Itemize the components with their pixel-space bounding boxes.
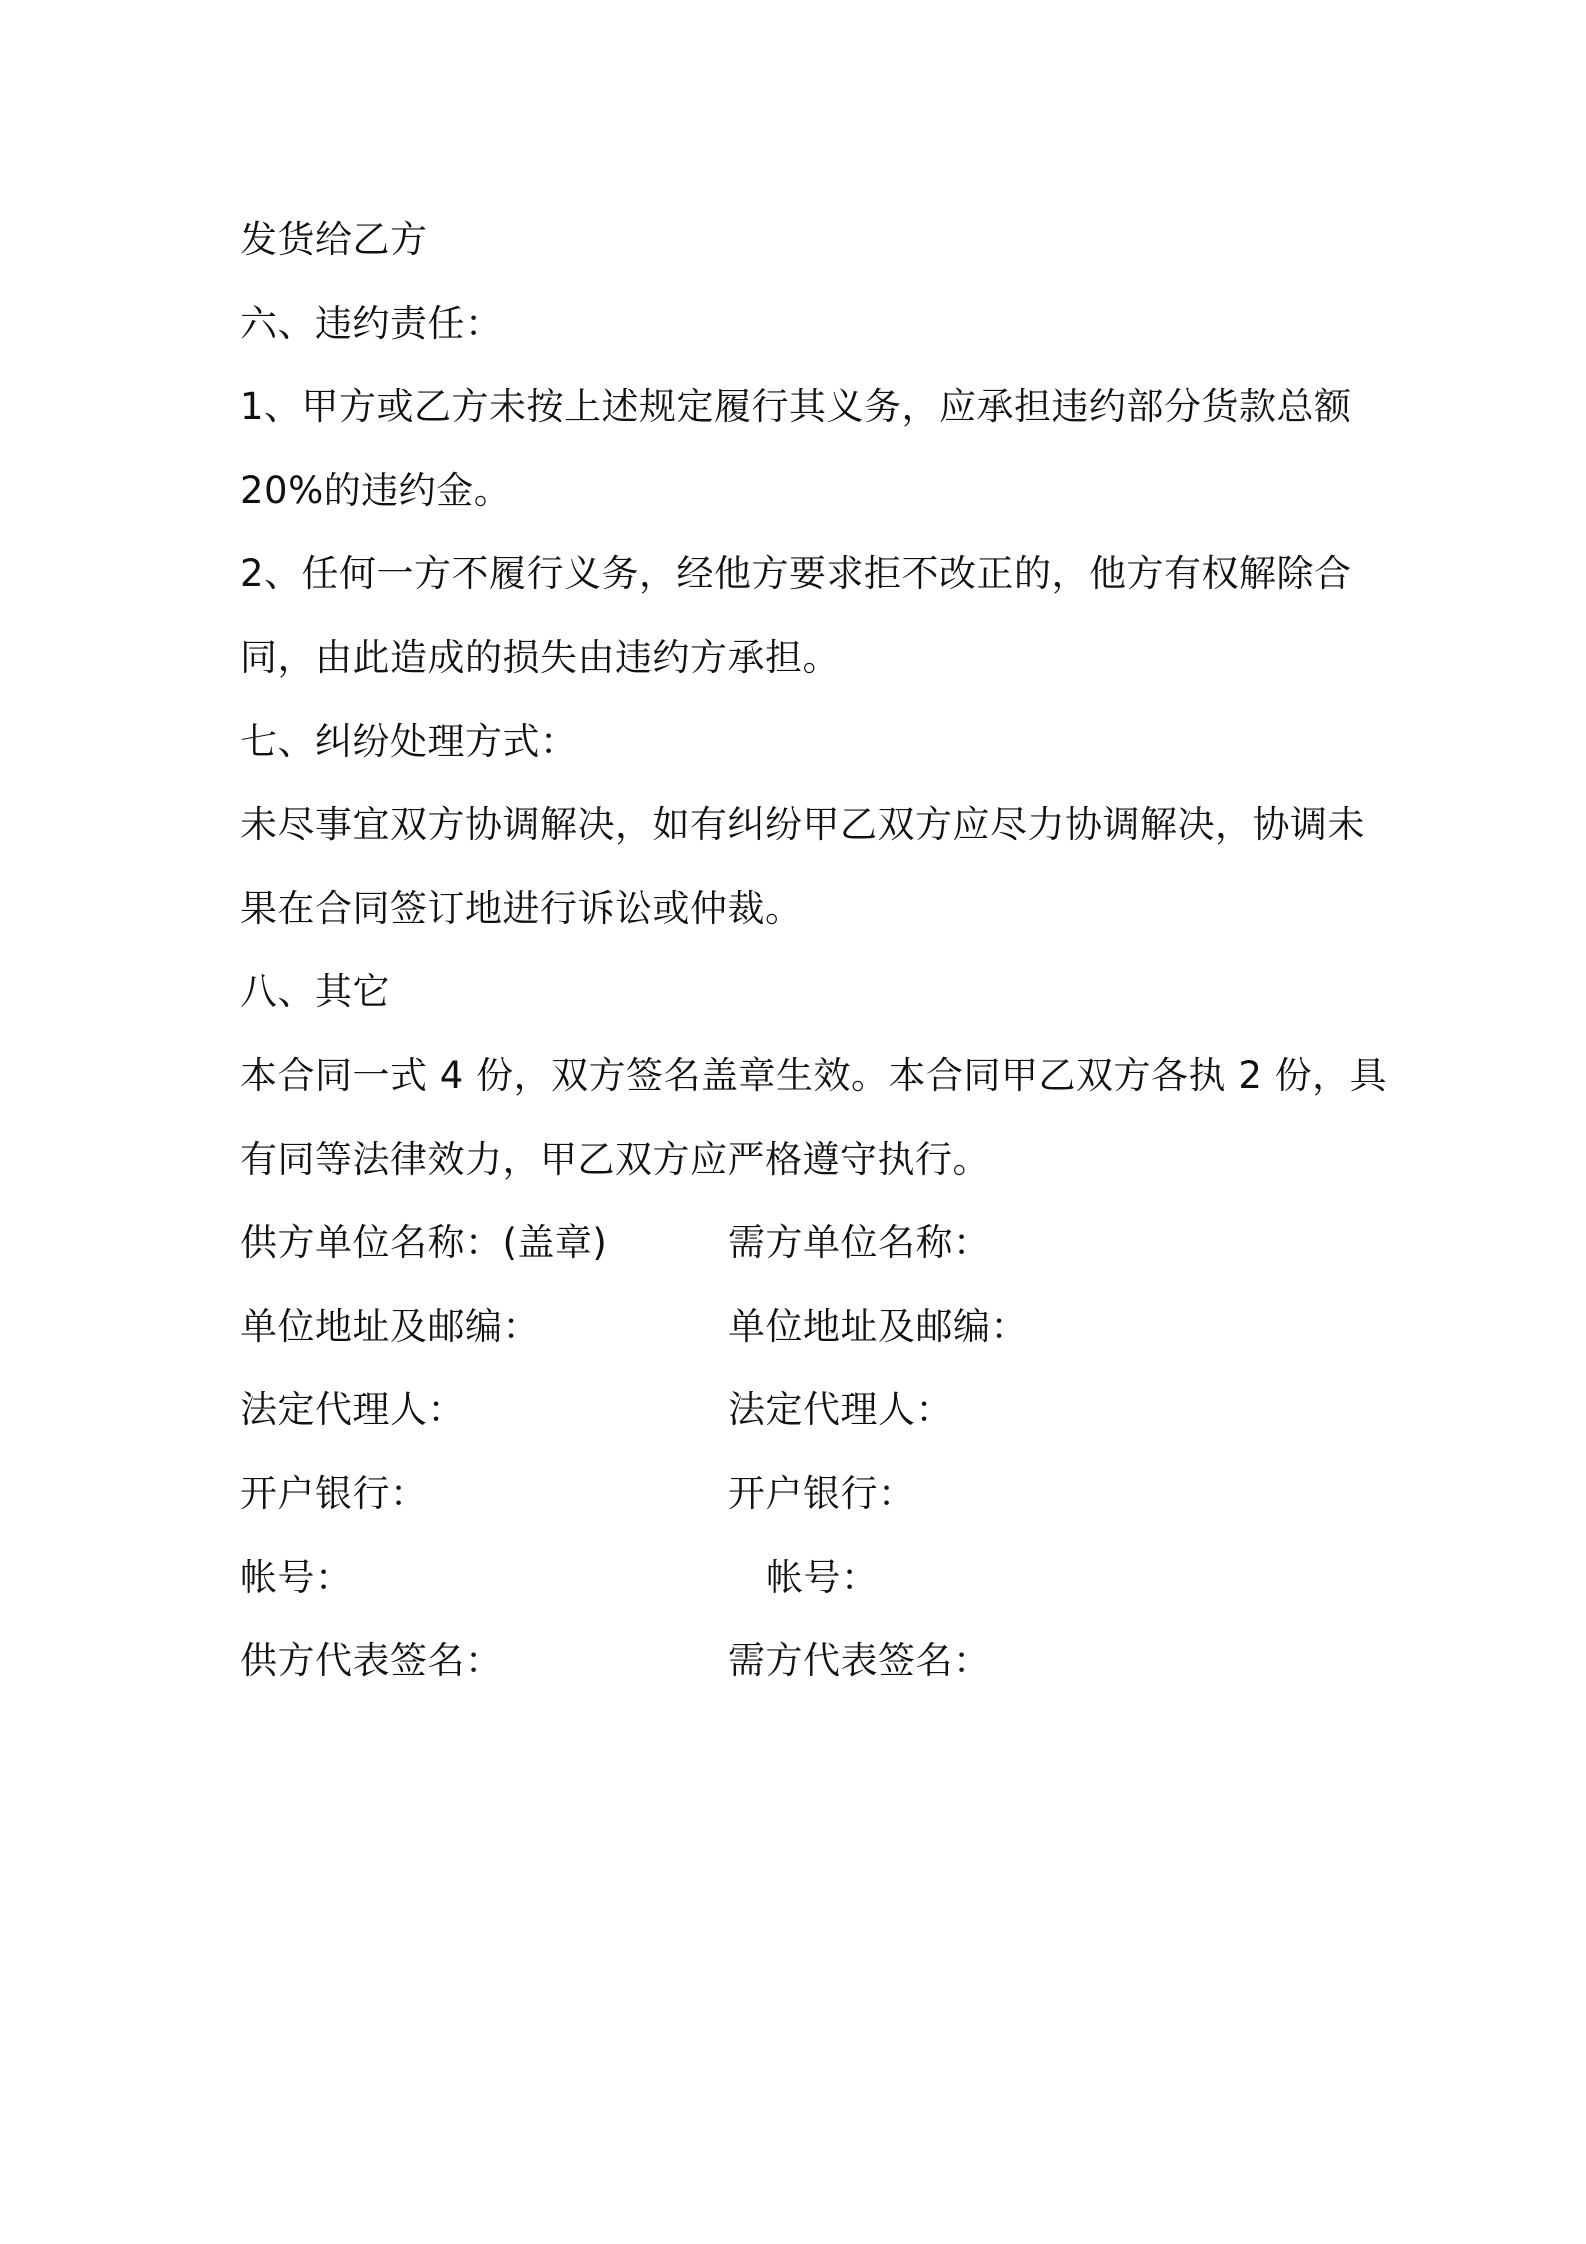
signature-row xyxy=(240,1368,1360,1452)
text-line: 20%的违约金。 xyxy=(240,468,512,512)
document-body xyxy=(240,198,1388,1703)
section-heading-breach: 六、违约责任： xyxy=(240,301,503,345)
supplier-name-label: 供方单位名称：(盖章) xyxy=(240,1221,608,1265)
signature-row xyxy=(240,1285,1360,1369)
text-line: 有同等法律效力，甲乙双方应严格遵守执行。 xyxy=(240,1137,990,1181)
text-line: 果在合同签订地进行诉讼或仲裁。 xyxy=(240,886,803,930)
text-line: 2、任何一方不履行义务，经他方要求拒不改正的，他方有权解除合 xyxy=(240,552,1352,596)
buyer-name-label: 需方单位名称： xyxy=(728,1221,991,1265)
buyer-legal-agent-label: 法定代理人： xyxy=(728,1388,953,1432)
text-line: 发货给乙方 xyxy=(240,218,428,261)
supplier-bank-label: 开户银行： xyxy=(240,1471,428,1515)
supplier-address-label: 单位地址及邮编： xyxy=(240,1304,540,1348)
signature-row xyxy=(240,1201,1360,1285)
supplier-account-label: 帐号： xyxy=(240,1555,353,1599)
text-line: 同，由此造成的损失由违约方承担。 xyxy=(240,635,840,679)
buyer-address-label: 单位地址及邮编： xyxy=(728,1304,1028,1348)
supplier-legal-agent-label: 法定代理人： xyxy=(240,1388,465,1432)
signature-row xyxy=(240,1452,1360,1536)
buyer-signature-label: 需方代表签名： xyxy=(728,1639,991,1683)
supplier-signature-label: 供方代表签名： xyxy=(240,1639,503,1683)
signature-row xyxy=(240,1536,1360,1620)
signature-row xyxy=(240,1619,1360,1703)
section-heading-other: 八、其它 xyxy=(240,970,390,1014)
text-line: 本合同一式 4 份，双方签名盖章生效。本合同甲乙双方各执 2 份，具 xyxy=(240,1053,1388,1097)
buyer-account-label: 帐号： xyxy=(766,1555,879,1599)
text-line: 1、甲方或乙方未按上述规定履行其义务，应承担违约部分货款总额 xyxy=(240,385,1352,429)
section-heading-dispute: 七、纠纷处理方式： xyxy=(240,719,578,763)
text-line: 未尽事宜双方协调解决，如有纠纷甲乙双方应尽力协调解决，协调未 xyxy=(240,803,1365,847)
buyer-bank-label: 开户银行： xyxy=(728,1471,916,1515)
